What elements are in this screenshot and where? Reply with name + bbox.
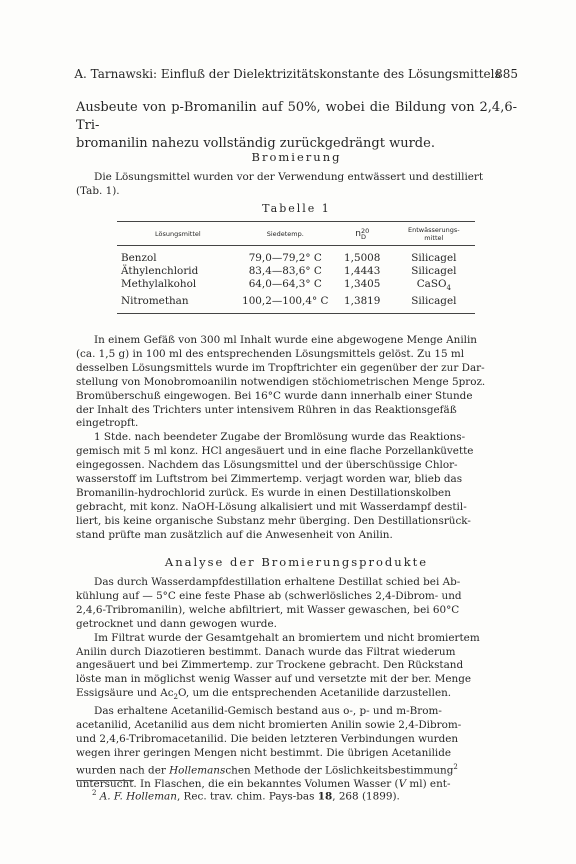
text-line: und 2,4,6-Tribromacetanilid. Die beiden letzteren Verbindungen wurden [76, 733, 459, 746]
text-line: desselben Lösungsmittels wurde im Tropftrichter ein gegenüber der zur Dar- [76, 361, 485, 374]
text-line: Essigsäure und Ac [76, 687, 174, 700]
column-header-boiling-point: Siedetemp. [239, 222, 332, 246]
text-line: 2,4,6-Tribromanilin), welche abfiltriert, mit Wasser gewaschen, bei 60°C [76, 603, 460, 616]
cell-drying-agent: Silicagel [411, 252, 457, 264]
text-line: wegen ihrer geringen Mengen nicht bestimmt. Die übrigen Acetanilide [76, 746, 452, 759]
text-line: ml) ent- [406, 778, 451, 791]
paragraph-solvents [76, 171, 517, 199]
text-line: angesäuert und bei Zimmertemp. zur Trockene gebracht. Den Rückstand [76, 659, 464, 672]
text-line: stand prüfte man zusätzlich auf die Anwesenheit von Anilin. [76, 528, 393, 541]
text-line: untersucht. In Flaschen, die ein bekanntes Volumen Wasser ( [76, 778, 399, 791]
running-header-title: A. Tarnawski: Einfluß der Dielektrizitätskonstante des Lösungsmittels [74, 67, 501, 81]
cell-refractive-index: 1,3405 [344, 278, 381, 290]
text-line: wurden nach der [76, 764, 170, 777]
text-line: eingetropft. [76, 417, 139, 430]
solvent-table [117, 221, 475, 314]
text-line: 1 Stde. nach beendeter Zugabe der Bromlösung wurde das Reaktions- [94, 431, 466, 444]
cell-boiling-point: 79,0—79,2° C [248, 252, 322, 264]
text-line: gebracht, mit konz. NaOH-Lösung alkalisiert und mit Wasserdampf destil- [76, 500, 467, 513]
footnote [92, 789, 400, 802]
cell-solvent: Nitromethan [117, 295, 239, 314]
cell-drying-agent: Silicagel [411, 265, 457, 277]
n-subscript: D [360, 233, 366, 241]
section-heading-analyse: Analyse der Bromierungsprodukte [164, 555, 429, 569]
header-line: Entwässerungs- [408, 226, 460, 234]
footnote-text: , 268 (1899). [332, 790, 400, 803]
subscript: 2 [173, 693, 178, 702]
table-row [117, 295, 475, 314]
text-line: (ca. 1,5 g) in 100 ml des entsprechenden Lösungsmittels gelöst. Zu 15 ml [76, 347, 465, 360]
cell-refractive-index: 1,4443 [344, 265, 381, 277]
column-header-refractive-index [332, 222, 393, 246]
cell-boiling-point: 83,4—83,6° C [248, 265, 322, 277]
table-header-row [117, 222, 475, 246]
paragraph-analysis [76, 576, 517, 792]
text-line: liert, bis keine organische Substanz mehr überging. Den Destillationsrück- [76, 514, 471, 527]
text-line: eingegossen. Nachdem das Lösungsmittel und der überschüssige Chlor- [76, 459, 458, 472]
text-line: Das erhaltene Acetanilid-Gemisch bestand aus o-, p- und m-Brom- [94, 705, 442, 718]
cell-solvent: Benzol [121, 252, 157, 264]
text-line: Bromanilin-hydrochlorid zurück. Es wurde in einen Destillationskolben [76, 486, 451, 499]
italic-variable: V [398, 778, 407, 791]
footnote-author: A. F. Holleman [99, 790, 177, 803]
text-line: Das durch Wasserdampfdestillation erhaltene Destillat schied bei Ab- [94, 576, 461, 588]
intro-paragraph [76, 99, 517, 153]
table-row [117, 265, 475, 278]
table-row [117, 246, 475, 266]
text-line: In einem Gefäß von 300 ml Inhalt wurde eine abgewogene Menge Anilin [94, 334, 477, 346]
text-line: chen Methode der Löslichkeitsbestimmung [225, 764, 454, 777]
column-header-drying-agent [393, 222, 475, 246]
text-line: stellung von Monobromoanilin notwendigen stöchiometrischen Menge 5proz. [76, 375, 486, 388]
n-superscript: 20 [360, 227, 370, 235]
cell-solvent: Äthylenchlorid [121, 265, 199, 277]
text-line: Bromüberschuß eingewogen. Bei 16°C wurde dann innerhalb einer Stunde [76, 389, 473, 402]
author-name: Hollemans [169, 764, 226, 777]
cell-refractive-index: 1,3819 [332, 295, 393, 314]
text-line: wasserstoff im Luftstrom bei Zimmertemp. verjagt worden war, blieb das [76, 473, 463, 486]
page-number: 885 [495, 67, 518, 81]
drying-agent-subscript: 4 [446, 284, 451, 293]
text-line: O, um die entsprechenden Acetanilide darzustellen. [178, 687, 452, 700]
text-line: kühlung auf — 5°C eine feste Phase ab (schwerlösliches 2,4-Dibrom- und [76, 589, 462, 602]
intro-line: bromanilin nahezu vollständig zurückgedrängt wurde. [76, 136, 435, 151]
cell-refractive-index: 1,5008 [344, 252, 381, 264]
table-row [117, 278, 475, 295]
cell-boiling-point: 64,0—64,3° C [248, 278, 322, 290]
cell-drying-agent [393, 278, 475, 295]
text-line: getrocknet und dann gewogen wurde. [76, 617, 277, 630]
header-line: mittel [424, 234, 444, 242]
footnote-mark: 2 [92, 789, 97, 797]
text-line: der Inhalt des Trichters unter intensivem Rühren in das Reaktionsgefäß [76, 403, 457, 416]
cell-drying-agent: Silicagel [393, 295, 475, 314]
text-line: Die Lösungsmittel wurden vor der Verwendung entwässert und destilliert [94, 171, 484, 183]
n-symbol: n [355, 229, 361, 239]
drying-agent-formula: CaSO [416, 278, 447, 290]
paragraph-procedure [76, 334, 517, 543]
footnote-text: , Rec. trav. chim. Pays-bas [176, 790, 318, 803]
cell-solvent: Methylalkohol [121, 278, 197, 290]
text-line: Im Filtrat wurde der Gesamtgehalt an bromiertem und nicht bromiertem [94, 631, 480, 644]
text-line: acetanilid, Acetanilid aus dem nicht bromierten Anilin sowie 2,4-Dibrom- [76, 719, 462, 732]
text-line: gemisch mit 5 ml konz. HCl angesäuert und in eine flache Porzellanküvette [76, 445, 474, 458]
section-heading-bromierung: Bromierung [251, 150, 342, 164]
running-header [57, 67, 518, 81]
text-line: löste man in möglichst wenig Wasser auf und versetzte mit der ber. Menge [76, 673, 472, 686]
text-line: (Tab. 1). [76, 184, 120, 197]
footnote-volume: 18 [317, 790, 333, 803]
cell-boiling-point: 100,2—100,4° C [239, 295, 332, 314]
intro-line: Ausbeute von p-Bromanilin auf 50%, wobei die Bildung von 2,4,6-Tri- [76, 100, 517, 133]
column-header-solvent: Lösungsmittel [117, 222, 239, 246]
footnote-reference: 2 [453, 762, 458, 771]
text-line: Anilin durch Diazotieren bestimmt. Danach wurde das Filtrat wiederum [76, 645, 456, 658]
table-caption: Tabelle 1 [262, 202, 331, 215]
footnote-divider [76, 780, 134, 781]
